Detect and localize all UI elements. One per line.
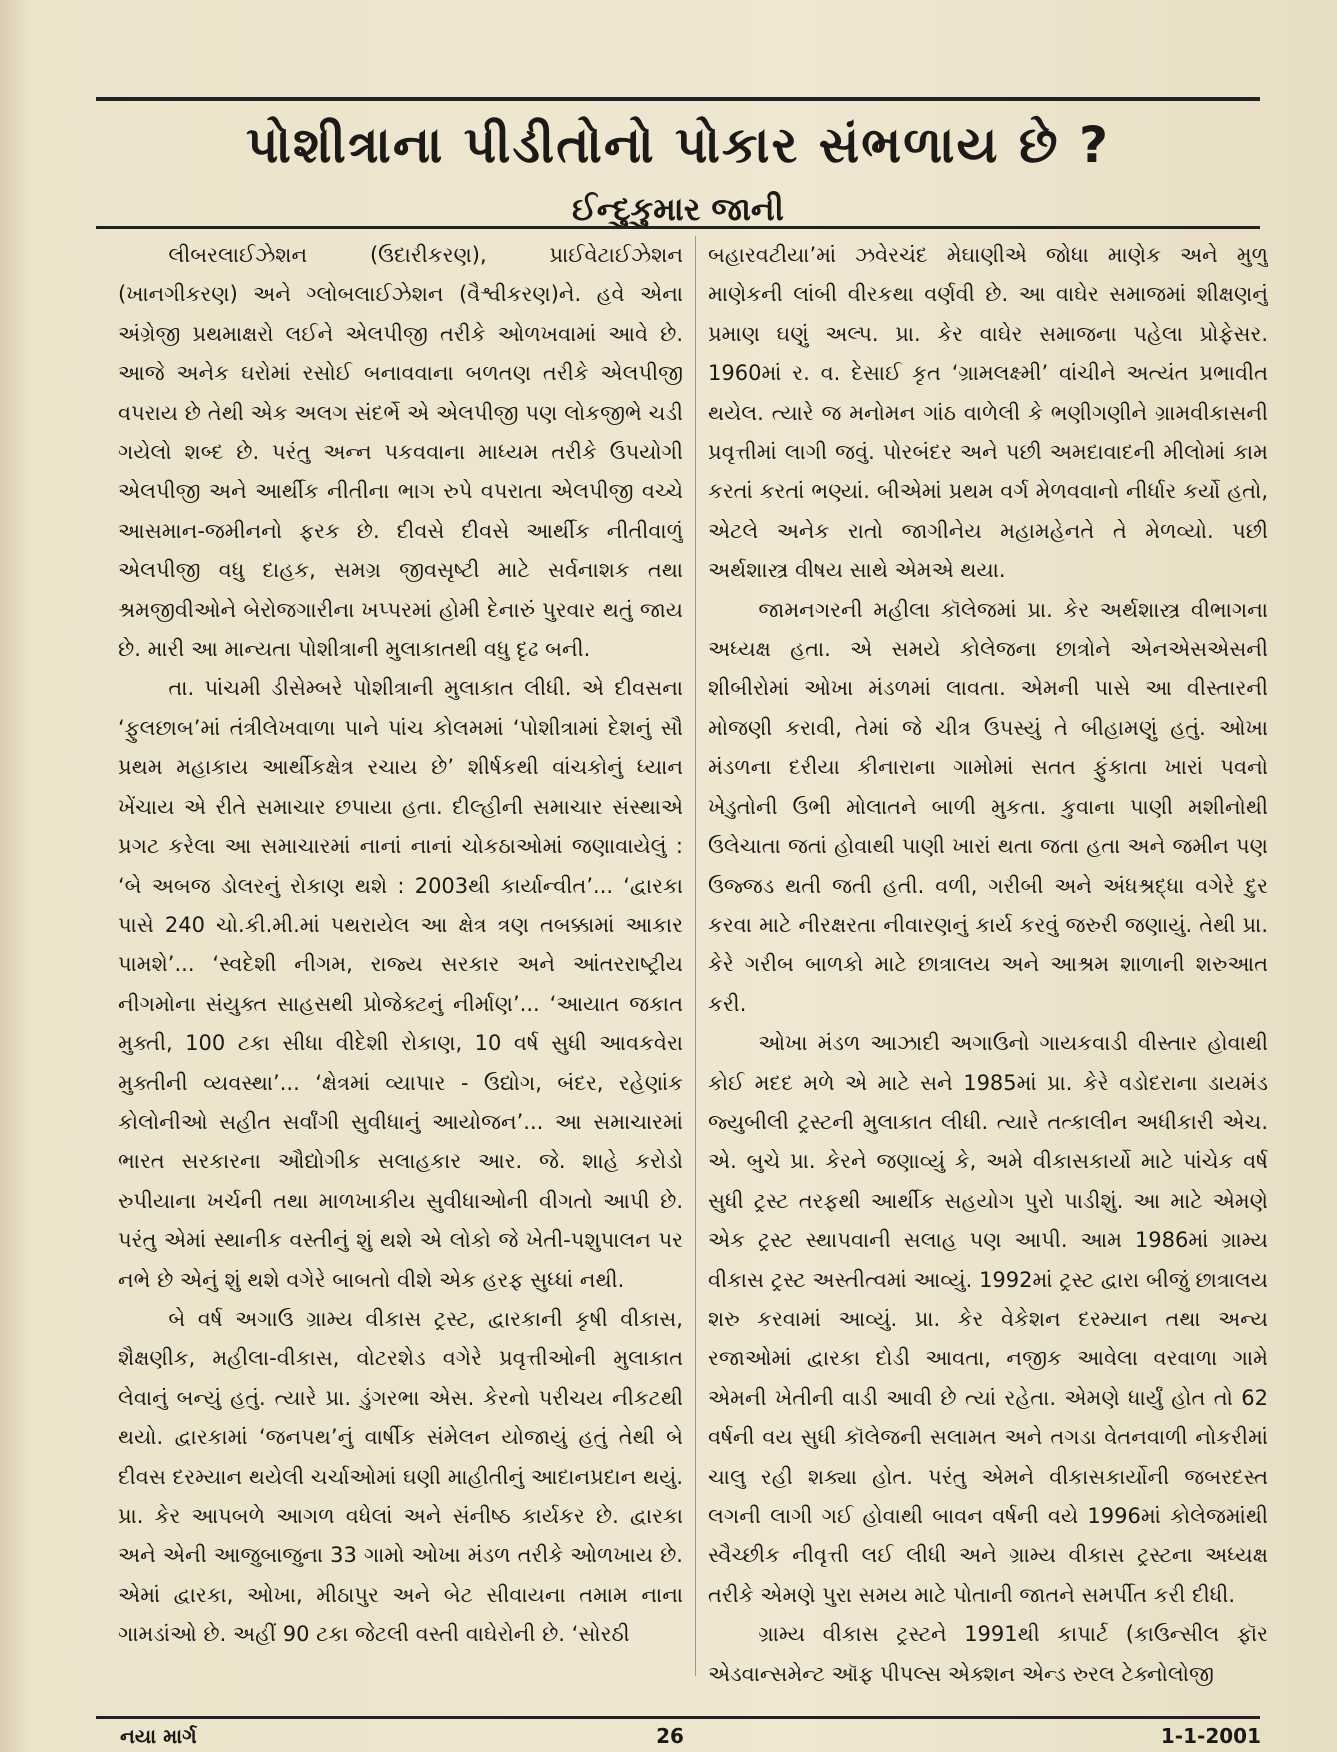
paragraph: તા. પાંચમી ડીસેમ્બરે પોશીત્રાની મુલાકાત લીધી. એ દીવસના ‘ફુલછાબ’માં તંત્રીલેખવાળા પાને પાંચ કોલમમાં ‘પોશીત્રામાં દેશનું સૌ પ્રથમ મહાકાય આર્થીકક્ષેત્ર રચાય છે’ શીર્ષકથી વાંચકોનું ધ્યાન ખેંચાય એ રીતે સમાચાર છપાયા હતા. દીલ્હીની સમાચાર સંસ્થાએ પ્રગટ કરેલા આ સમાચારમાં નાનાં નાનાં ચોકઠાઓમાં જણાવાયેલું : ‘બે અબજ ડોલરનું રોકાણ થશે : 2003થી કાર્યાન્વીત’... ‘દ્વારકા પાસે 240 ચો.કી.મી.માં પથરાયેલ આ ક્ષેત્ર ત્રણ તબક્કામાં આકાર પામશે’... ‘સ્વદેશી નીગમ, રાજ્ય સરકાર અને આંતરરાષ્ટ્રીય નીગમોના સંયુક્ત સાહસથી પ્રોજેક્ટનું નીર્માણ’... ‘આયાત જકાત મુક્તી, 100 ટકા સીધા વીદેશી રોકાણ, 10 વર્ષ સુધી આવકવેરા મુક્તીની વ્યવસ્થા’... ‘ક્ષેત્રમાં વ્યાપાર - ઉદ્યોગ, બંદર, રહેણાંક કોલોનીઓ સહીત સર્વાંગી સુવીધાનું આયોજન’... આ સમાચારમાં ભારત સરકારના ઔદ્યોગીક સલાહકાર આર. જે. શાહે કરોડો રુપીયાના ખર્ચની તથા માળખાકીય સુવીધાઓની વીગતો આપી છે. પરંતુ એમાં સ્થાનીક વસ્તીનું શું થશે એ લોકો જે ખેતી-પશુપાલન પર નભે છે એનું શું થશે વગેરે બાબતો વીશે એક હરફ સુધ્ધાં નથી. [118, 676, 683, 1292]
header-rule-top [96, 97, 1260, 101]
issue-date: 1-1-2001 [1160, 1724, 1261, 1748]
paragraph: બે વર્ષ અગાઉ ગ્રામ્ય વીકાસ ટ્રસ્ટ, દ્વારકાની કૃષી વીકાસ, શૈક્ષણીક, મહીલા-વીકાસ, વોટરશેડ વગેરે પ્રવૃત્તીઓની મુલાકાત લેવાનું બન્યું હતું. ત્યારે પ્રા. ડુંગરભા એસ. કેરનો પરીચય નીકટથી થયો. દ્વારકામાં ‘જનપથ’નું વાર્ષીક સંમેલન યોજાયું હતું તેથી બે દીવસ દરમ્યાન થયેલી ચર્ચાઓમાં ઘણી માહીતીનું આદાનપ્રદાન થયું. પ્રા. કેર આપબળે આગળ વધેલાં અને સંનીષ્ઠ કાર્યકર છે. દ્વારકા અને એની આજુબાજુના 33 ગામો ઓખા મંડળ તરીકે ઓળખાય છે. એમાં દ્વારકા, ઓખા, મીઠાપુર અને બેટ સીવાયના તમામ નાના ગામડાંઓ છે. અહીં 90 ટકા જેટલી વસ્તી વાઘેરોની છે. ‘સોરઠી [118, 1306, 683, 1647]
left-column [118, 236, 683, 1696]
column-divider [695, 236, 696, 1676]
article-title: પોશીત્રાના પીડીતોનો પોકાર સંભળાય છે ? [246, 116, 1110, 174]
article-author: ઈન્દુકુમાર જાની [572, 190, 784, 228]
paragraph: જામનગરની મહીલા કૉલેજમાં પ્રા. કેર અર્થશાસ્ત્ર વીભાગના અધ્યક્ષ હતા. એ સમયે કોલેજના છાત્રોને એનએસએસની શીબીરોમાં ઓખા મંડળમાં લાવતા. એમની પાસે આ વીસ્તારની મોજણી કરાવી, તેમાં જે ચીત્ર ઉપસ્યું તે બીહામણું હતું. ઓખા મંડળના દરીયા કીનારાના ગામોમાં સતત ફુંકાતા ખારાં પવનો ખેડુતોની ઉભી મોલાતને બાળી મુકતા. કુવાના પાણી મશીનોથી ઉલેચાતા જતાં હોવાથી પાણી ખારાં થતા જતા હતા અને જમીન પણ ઉજ્જડ થતી જતી હતી. વળી, ગરીબી અને અંધશ્રદ્ધા વગેરે દુર કરવા માટે નીરક્ષરતા નીવારણનું કાર્ય કરવું જરુરી જણાયું. તેથી પ્રા. કેરે ગરીબ બાળકો માટે છાત્રાલય અને આશ્રમ શાળાની શરુઆત કરી. [708, 597, 1268, 1016]
right-column [708, 236, 1268, 1696]
paragraph: લીબરલાઈઝેશન (ઉદારીકરણ), પ્રાઈવેટાઈઝેશન (ખાનગીકરણ) અને ગ્લોબલાઈઝેશન (વૈશ્વીકરણ)ને. હવે એના અંગ્રેજી પ્રથમાક્ષરો લઈને એલપીજી તરીકે ઓળખવામાં આવે છે. આજે અનેક ઘરોમાં રસોઈ બનાવવાના બળતણ તરીકે એલપીજી વપરાય છે તેથી એક અલગ સંદર્ભે એ એલપીજી પણ લોકજીભે ચડી ગયેલો શબ્દ છે. પરંતુ અન્ન પકવવાના માધ્યમ તરીકે ઉપયોગી એલપીજી અને આર્થીક નીતીના ભાગ રુપે વપરાતા એલપીજી વચ્ચે આસમાન-જમીનનો ફરક છે. દીવસે દીવસે આર્થીક નીતીવાળું એલપીજી વધુ દાહક, સમગ્ર જીવસૃષ્ટી માટે સર્વનાશક તથા શ્રમજીવીઓને બેરોજગારીના ખપ્પરમાં હોમી દેનારું પુરવાર થતું જાય છે. મારી આ માન્યતા પોશીત્રાની મુલાકાતથી વધુ દૃઢ બની. [118, 243, 683, 662]
publication-name: નયા માર્ગ [120, 1724, 197, 1748]
page-number: 26 [656, 1724, 684, 1748]
footer-rule [96, 1716, 1260, 1719]
header-rule-bottom [96, 226, 1260, 229]
paragraph: ગ્રામ્ય વીકાસ ટ્રસ્ટને 1991થી કાપાર્ટ (કાઉન્સીલ ફૉર એડવાન્સમેન્ટ ઑફ પીપલ્સ એક્શન એન્ડ રુરલ ટેક્નોલોજી [708, 1622, 1268, 1686]
paragraph: બહારવટીયા’માં ઝવેરચંદ મેઘાણીએ જોધા માણેક અને મુળુ માણેકની લાંબી વીરકથા વર્ણવી છે. આ વાઘેર સમાજમાં શીક્ષણનું પ્રમાણ ઘણું અલ્પ. પ્રા. કેર વાઘેર સમાજના પહેલા પ્રોફેસર. 1960માં ર. વ. દેસાઈ કૃત ‘ગ્રામલક્ષ્મી’ વાંચીને અત્યંત પ્રભાવીત થયેલ. ત્યારે જ મનોમન ગાંઠ વાળેલી કે ભણીગણીને ગ્રામવીકાસની પ્રવૃત્તીમાં લાગી જવું. પોરબંદર અને પછી અમદાવાદની મીલોમાં કામ કરતાં કરતાં ભણ્યાં. બીએમાં પ્રથમ વર્ગ મેળવવાનો નીર્ધાર કર્યો હતો, એટલે અનેક રાતો જાગીનેય મહામહેનતે તે મેળવ્યો. પછી અર્થશાસ્ત્ર વીષય સાથે એમએ થયા. [708, 243, 1268, 583]
paragraph: ઓખા મંડળ આઝાદી અગાઉનો ગાયકવાડી વીસ્તાર હોવાથી કોઈ મદદ મળે એ માટે સને 1985માં પ્રા. કેરે વડોદરાના ડાયમંડ જ્યુબીલી ટ્રસ્ટની મુલાકાત લીધી. ત્યારે તત્કાલીન અધીકારી એચ. એ. બુચે પ્રા. કેરને જણાવ્યું કે, અમે વીકાસકાર્યો માટે પાંચેક વર્ષ સુધી ટ્રસ્ટ તરફથી આર્થીક સહયોગ પુરો પાડીશું. આ માટે એમણે એક ટ્રસ્ટ સ્થાપવાની સલાહ પણ આપી. આમ 1986માં ગ્રામ્ય વીકાસ ટ્રસ્ટ અસ્તીત્વમાં આવ્યું. 1992માં ટ્રસ્ટ દ્વારા બીજું છાત્રાલય શરુ કરવામાં આવ્યું. પ્રા. કેર વેકેશન દરમ્યાન તથા અન્ય રજાઓમાં દ્વારકા દોડી આવતા, નજીક આવેલા વરવાળા ગામે એમની ખેતીની વાડી આવી છે ત્યાં રહેતા. એમણે ધાર્યું હોત તો 62 વર્ષની વય સુધી કૉલેજની સલામત અને તગડા વેતનવાળી નોકરીમાં ચાલુ રહી શક્યા હોત. પરંતુ એમને વીકાસકાર્યોની જબરદસ્ત લગની લાગી ગઈ હોવાથી બાવન વર્ષની વયે 1996માં કોલેજમાંથી સ્વૈચ્છીક નીવૃત્તી લઈ લીધી અને ગ્રામ્ય વીકાસ ટ્રસ્ટના અધ્યક્ષ તરીકે એમણે પુરા સમય માટે પોતાની જાતને સમર્પીત કરી દીધી. [708, 1031, 1268, 1607]
